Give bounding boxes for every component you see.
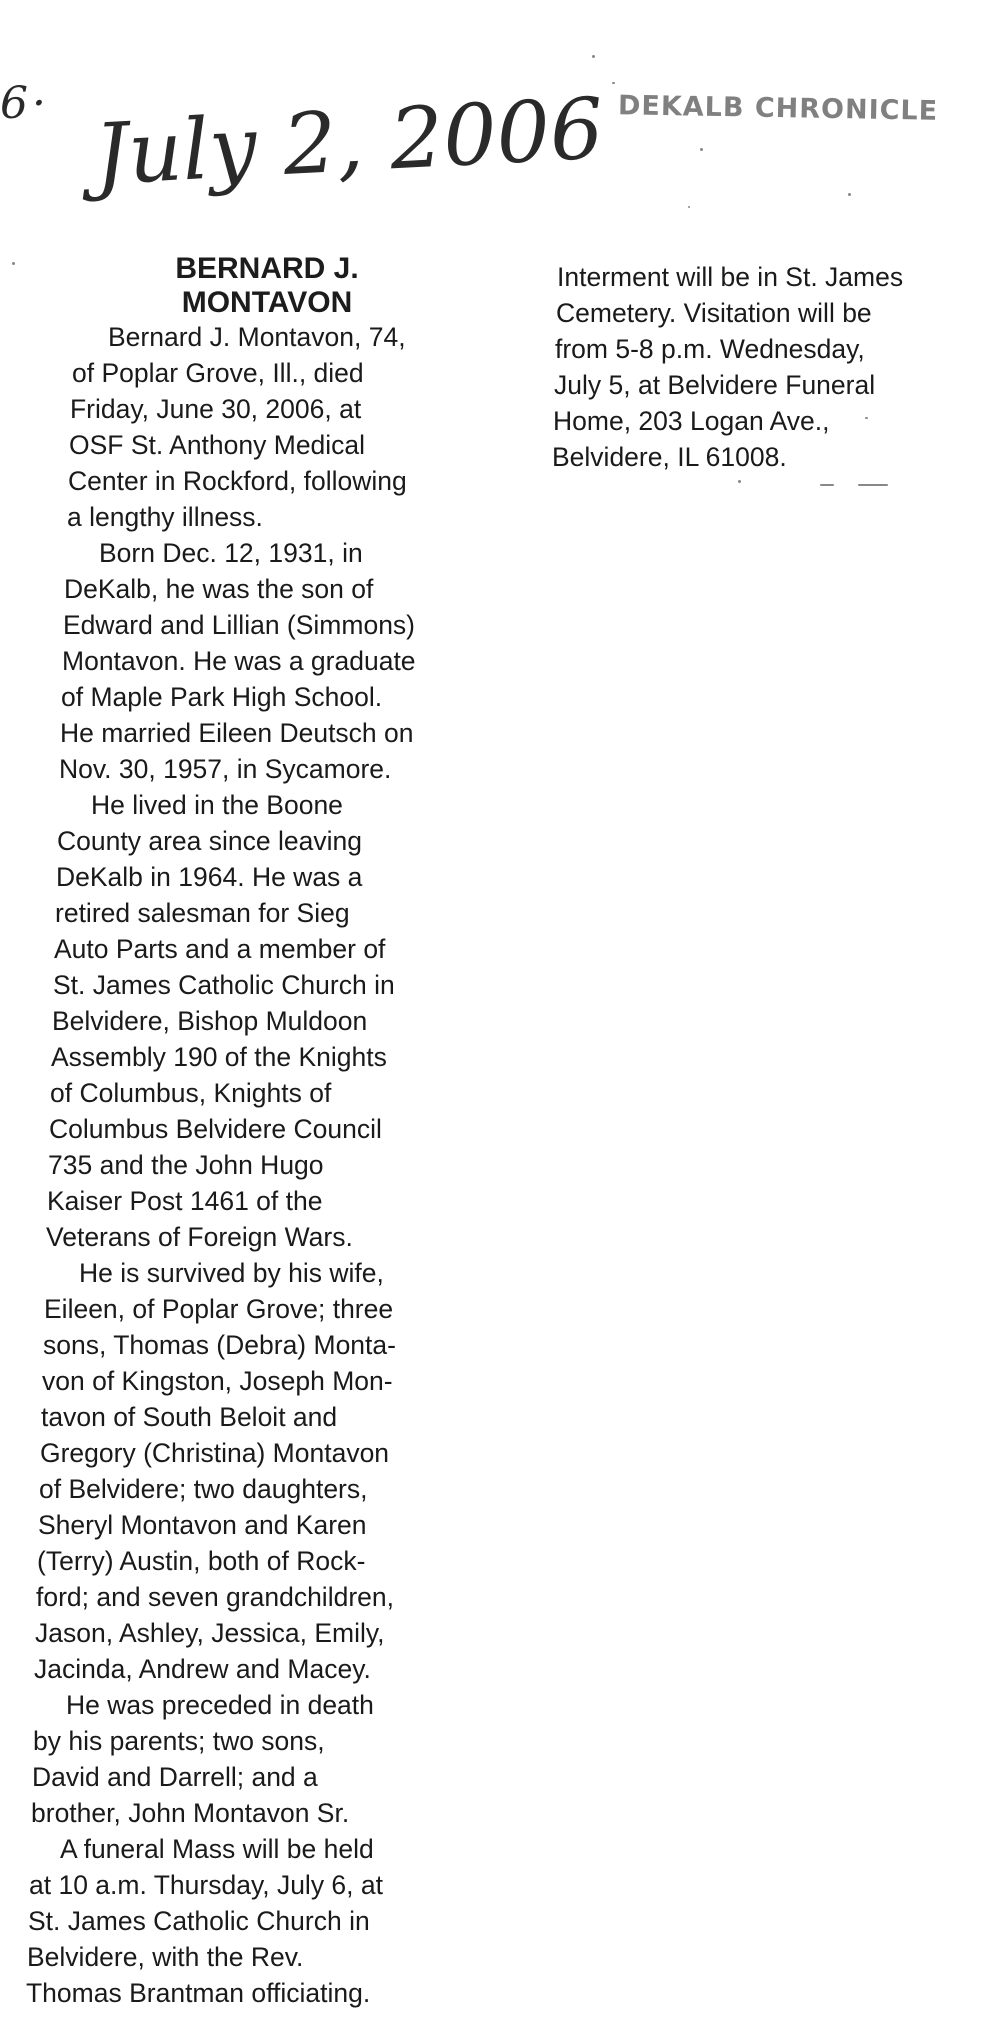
- scan-speck: [700, 148, 703, 151]
- handwritten-date: July 2, 2006: [92, 79, 606, 204]
- obituary-line: David and Darrell; and a: [32, 1762, 318, 1792]
- obituary-line: Columbus Belvidere Council: [49, 1114, 382, 1144]
- obituary-line: Edward and Lillian (Simmons): [63, 610, 416, 640]
- obituary-line: A funeral Mass will be held: [60, 1834, 374, 1864]
- obituary-line: He is survived by his wife,: [79, 1258, 384, 1288]
- scan-speck: [848, 193, 851, 196]
- obituary-line: Cemetery. Visitation will be: [556, 298, 872, 328]
- obituary-line: St. James Catholic Church in: [53, 970, 395, 1000]
- scan-speck: [820, 484, 834, 486]
- obituary-line: Gregory (Christina) Montavon: [40, 1438, 390, 1468]
- obituary-line: of Maple Park High School.: [61, 682, 383, 712]
- obituary-line: ford; and seven grandchildren,: [36, 1582, 394, 1612]
- obituary-line: retired salesman for Sieg: [55, 898, 350, 928]
- obituary-line: at 10 a.m. Thursday, July 6, at: [29, 1870, 383, 1900]
- obituary-line: a lengthy illness.: [67, 502, 263, 532]
- obituary-line: Veterans of Foreign Wars.: [46, 1222, 353, 1252]
- obituary-line: St. James Catholic Church in: [28, 1906, 370, 1936]
- obituary-line: Jason, Ashley, Jessica, Emily,: [35, 1618, 385, 1648]
- obituary-line: of Columbus, Knights of: [50, 1078, 332, 1108]
- scan-speck: [592, 55, 595, 58]
- obituary-line: Thomas Brantman officiating.: [26, 1978, 371, 2008]
- obituary-line: von of Kingston, Joseph Mon-: [42, 1366, 393, 1396]
- obituary-line: Bernard J. Montavon, 74,: [108, 322, 406, 352]
- obituary-line: Montavon. He was a graduate: [62, 646, 416, 676]
- obituary-line: Nov. 30, 1957, in Sycamore.: [59, 754, 392, 784]
- headline-line: BERNARD J.: [175, 252, 359, 285]
- obituary-line: County area since leaving: [57, 826, 362, 856]
- obituary-line: OSF St. Anthony Medical: [69, 430, 366, 460]
- obituary-line: Sheryl Montavon and Karen: [38, 1510, 367, 1540]
- scan-speck: [738, 480, 741, 483]
- obituary-line: brother, John Montavon Sr.: [31, 1798, 350, 1828]
- obituary-headline: [100, 252, 434, 320]
- scan-speck: [688, 206, 690, 208]
- obituary-line: Assembly 190 of the Knights: [51, 1042, 387, 1072]
- obituary-line: Kaiser Post 1461 of the: [47, 1186, 323, 1216]
- obituary-line: Auto Parts and a member of: [54, 934, 386, 964]
- obituary-line: from 5-8 p.m. Wednesday,: [555, 334, 865, 364]
- scan-speck: [612, 82, 615, 84]
- obituary-line: (Terry) Austin, both of Rock-: [37, 1546, 366, 1576]
- scan-speck: [858, 484, 888, 486]
- obituary-line: Interment will be in St. James: [557, 262, 904, 292]
- obituary-line: 735 and the John Hugo: [48, 1150, 324, 1180]
- scan-speck: [865, 417, 868, 419]
- obituary-line: Home, 203 Logan Ave.,: [553, 406, 830, 436]
- obituary-line: Belvidere, with the Rev.: [27, 1942, 304, 1972]
- obituary-line: by his parents; two sons,: [33, 1726, 325, 1756]
- obituary-line: Born Dec. 12, 1931, in: [99, 538, 363, 568]
- scan-speck: [12, 262, 15, 265]
- obituary-line: He married Eileen Deutsch on: [60, 718, 414, 748]
- obituary-line: Belvidere, IL 61008.: [552, 442, 787, 472]
- obituary-line: He lived in the Boone: [91, 790, 343, 820]
- obituary-line: Jacinda, Andrew and Macey.: [34, 1654, 371, 1684]
- headline-line: MONTAVON: [181, 286, 353, 319]
- handwritten-page-number: 6·: [0, 78, 50, 129]
- obituary-line: of Belvidere; two daughters,: [39, 1474, 368, 1504]
- obituary-line: tavon of South Beloit and: [41, 1402, 338, 1432]
- newspaper-masthead: DEKALB CHRONICLE: [617, 90, 939, 127]
- obituary-line: Eileen, of Poplar Grove; three: [44, 1294, 394, 1324]
- obituary-line: DeKalb in 1964. He was a: [56, 862, 363, 892]
- obituary-line: July 5, at Belvidere Funeral: [554, 370, 876, 400]
- obituary-line: Center in Rockford, following: [68, 466, 407, 496]
- obituary-line: DeKalb, he was the son of: [64, 574, 374, 604]
- obituary-line: He was preceded in death: [66, 1690, 374, 1720]
- obituary-line: Belvidere, Bishop Muldoon: [52, 1006, 368, 1036]
- obituary-line: sons, Thomas (Debra) Monta-: [43, 1330, 396, 1360]
- obituary-line: Friday, June 30, 2006, at: [70, 394, 362, 424]
- obituary-line: of Poplar Grove, Ill., died: [72, 358, 364, 388]
